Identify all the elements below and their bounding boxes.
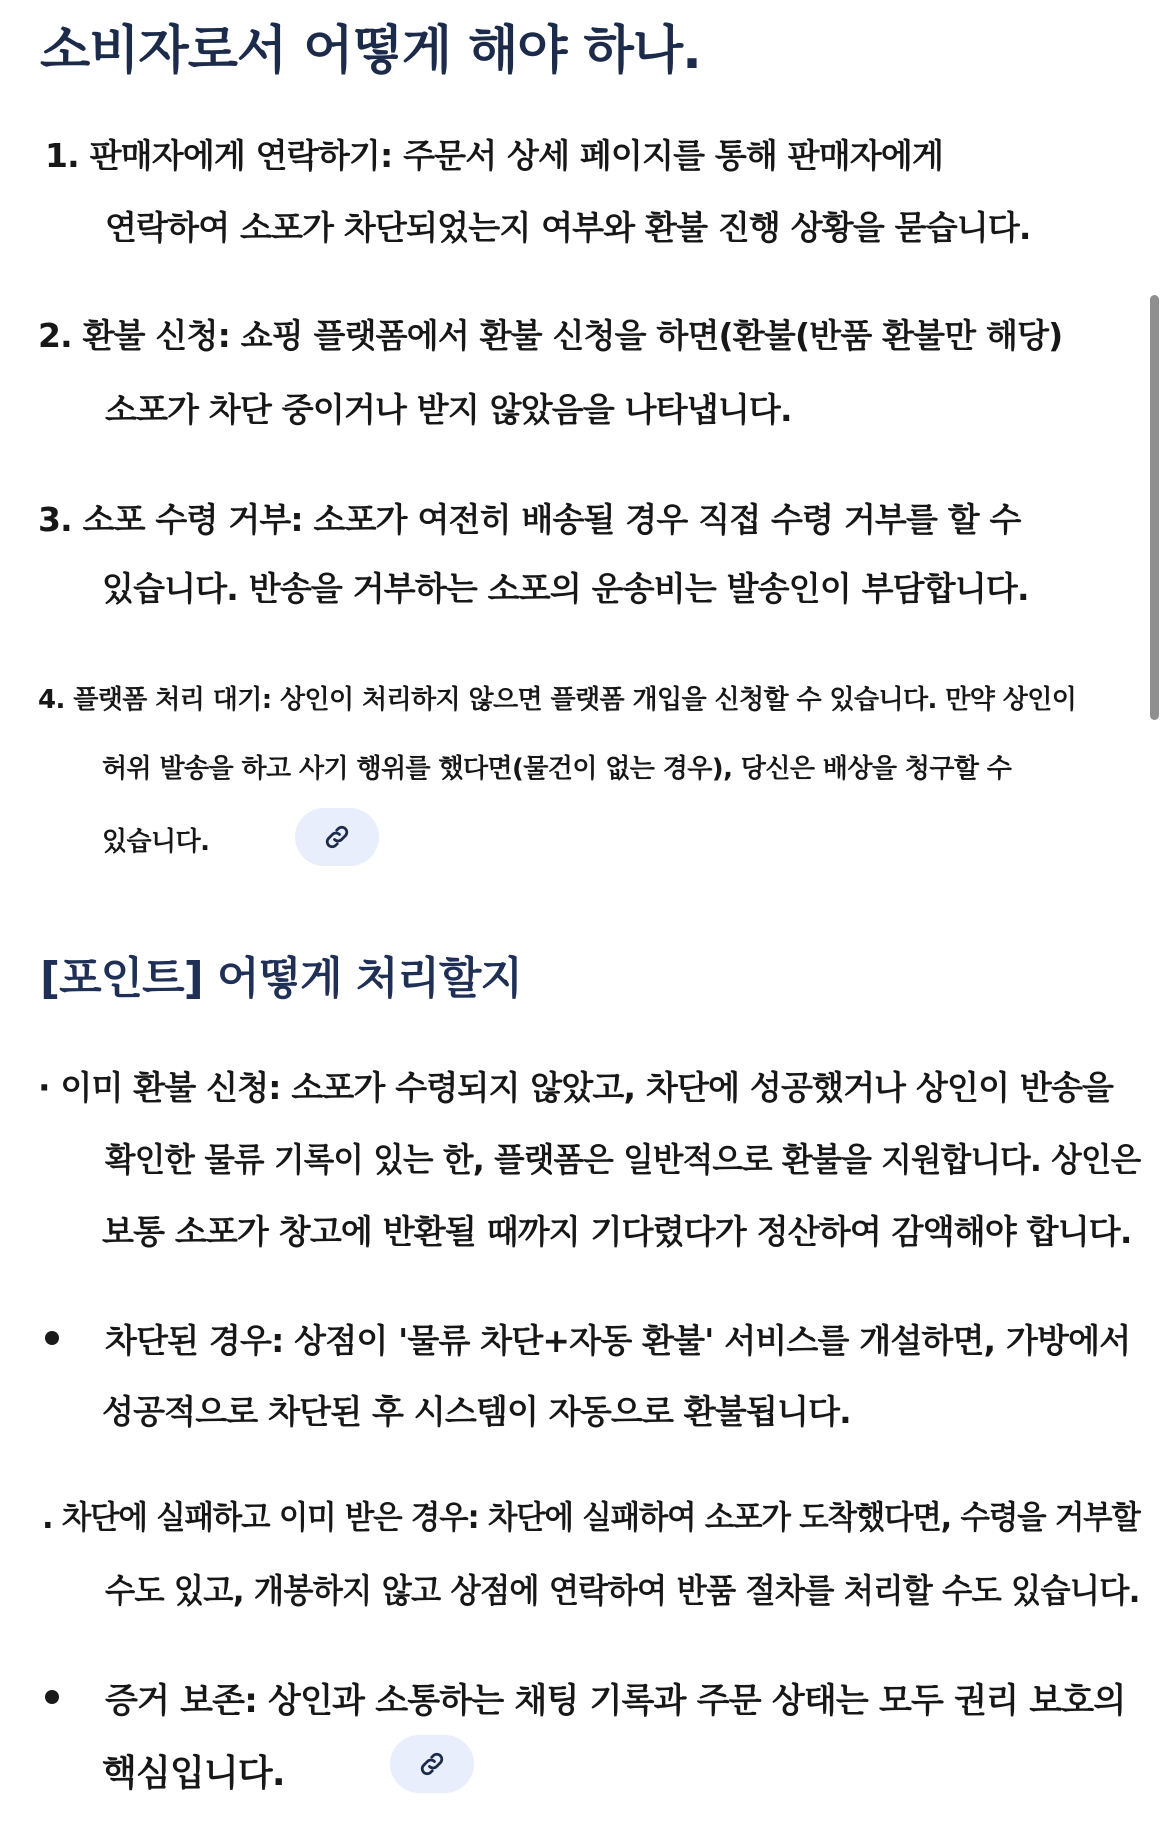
point-2-line-2: 성공적으로 차단된 후 시스템이 자동으로 환불됩니다. (102, 1392, 851, 1431)
point-1-line-2: 확인한 물류 기록이 있는 한, 플랫폼은 일반적으로 환불을 지원합니다. 상인은 (105, 1140, 1141, 1179)
point-3-line-2: 수도 있고, 개봉하지 않고 상점에 연락하여 반품 절차를 처리할 수도 있습니다. (105, 1571, 1140, 1610)
scrollbar-thumb[interactable] (1150, 295, 1159, 720)
page-title: 소비자로서 어떻게 해야 하나. (40, 21, 701, 81)
step-1-line-2: 연락하여 소포가 차단되었는지 여부와 환불 진행 상황을 묻습니다. (105, 208, 1031, 247)
step-4-line-3: 있습니다. (102, 827, 210, 857)
step-3-line-2: 있습니다. 반송을 거부하는 소포의 운송비는 발송인이 부담합니다. (102, 569, 1029, 608)
point-1-line-1: · 이미 환불 신청: 소포가 수령되지 않았고, 차단에 성공했거나 상인이 반송을 (38, 1068, 1114, 1107)
point-4-line-1: 증거 보존: 상인과 소통하는 채팅 기록과 주문 상태는 모두 권리 보호의 (105, 1681, 1126, 1721)
link-icon (417, 1749, 447, 1779)
step-2-line-2: 소포가 차단 중이거나 받지 않았음을 나타냅니다. (105, 390, 792, 429)
bullet-point-2 (45, 1331, 59, 1345)
section-title: [포인트] 어떻게 처리할지 (40, 953, 522, 1004)
source-link-button-2[interactable] (390, 1735, 474, 1793)
step-3-line-1: 3. 소포 수령 거부: 소포가 여전히 배송될 경우 직접 수령 거부를 할 수 (38, 500, 1021, 539)
point-1-line-3: 보통 소포가 창고에 반환될 때까지 기다렸다가 정산하여 감액해야 합니다. (102, 1212, 1132, 1251)
step-4-line-2: 허위 발송을 하고 사기 행위를 했다면(물건이 없는 경우), 당신은 배상을 청구할 수 (102, 754, 1012, 784)
bullet-point-4 (45, 1690, 59, 1704)
link-icon (322, 822, 352, 852)
step-1-line-1: 1. 판매자에게 연락하기: 주문서 상세 페이지를 통해 판매자에게 (45, 136, 944, 175)
point-4-line-2: 핵심입니다. (102, 1753, 285, 1794)
point-3-line-1: . 차단에 실패하고 이미 받은 경우: 차단에 실패하여 소포가 도착했다면, 수령을 거부할 (42, 1498, 1140, 1536)
point-2-line-1: 차단된 경우: 상점이 '물류 차단+자동 환불' 서비스를 개설하면, 가방에서 (105, 1321, 1131, 1360)
step-4-line-1: 4. 플랫폼 처리 대기: 상인이 처리하지 않으면 플랫폼 개입을 신청할 수 있습니다. 만약 상인이 (38, 685, 1077, 715)
step-2-line-1: 2. 환불 신청: 쇼핑 플랫폼에서 환불 신청을 하면(환불(반품 환불만 해당) (38, 316, 1063, 355)
source-link-button[interactable] (295, 808, 379, 866)
